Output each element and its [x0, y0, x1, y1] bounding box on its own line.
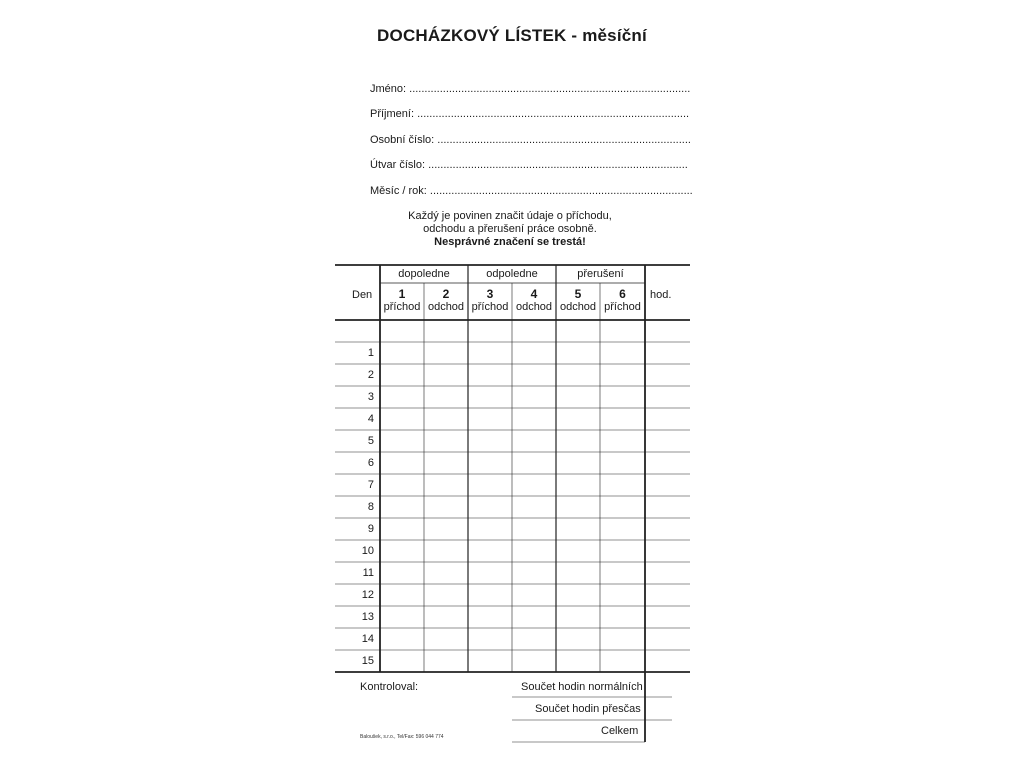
day-number: 9	[367, 523, 374, 535]
day-number: 10	[361, 545, 374, 557]
column-number: 2	[442, 287, 450, 301]
total-label: Celkem	[601, 725, 639, 737]
normal-hours-label: Součet hodin normálních	[521, 681, 643, 693]
day-number: 3	[367, 391, 374, 403]
column-label: příchod	[471, 301, 509, 313]
day-number: 6	[367, 457, 374, 469]
day-number: 15	[361, 655, 374, 667]
hod-header: hod.	[650, 289, 672, 301]
day-number: 11	[362, 567, 374, 579]
field-label: Osobní číslo:	[370, 134, 435, 146]
field-dots: ............................................................................................	[409, 83, 691, 95]
day-number: 13	[361, 611, 374, 623]
field-dots: ......................................................................................	[429, 185, 693, 197]
column-label: odchod	[515, 301, 553, 313]
day-number: 7	[367, 479, 374, 491]
field-dots: .....................................................................................	[428, 159, 688, 171]
column-number: 6	[619, 287, 626, 301]
field-label: Jméno:	[370, 83, 407, 95]
day-number: 4	[367, 413, 374, 425]
notice-warning: Nesprávné značení se trestá!	[434, 236, 586, 248]
form-title: DOCHÁZKOVÝ LÍSTEK - měsíční	[377, 26, 647, 45]
field-label: Útvar číslo:	[370, 159, 426, 171]
column-label: příchod	[604, 301, 641, 313]
day-number: 14	[361, 633, 374, 645]
column-number: 4	[530, 287, 538, 301]
group-preruseni: přerušení	[577, 268, 624, 280]
field-label: Měsíc / rok:	[370, 185, 427, 197]
column-label: příchod	[383, 301, 421, 313]
field-dots: ...................................................................................	[437, 134, 691, 146]
publisher-imprint: Baloušek, s.r.o., Tel/Fax: 596 044 774	[360, 734, 444, 740]
overtime-hours-label: Součet hodin přesčas	[535, 703, 641, 715]
column-label: odchod	[559, 301, 597, 313]
day-number: 1	[367, 347, 374, 359]
day-number: 8	[367, 501, 374, 513]
column-header-6	[600, 287, 645, 313]
column-header-1	[380, 287, 424, 313]
field-dots: .........................................................................................	[417, 108, 690, 120]
day-number: 12	[361, 589, 374, 601]
column-number: 5	[574, 287, 582, 301]
column-header-2	[424, 287, 468, 313]
column-header-4	[512, 287, 556, 313]
column-label: odchod	[427, 301, 465, 313]
kontroloval-label: Kontroloval:	[360, 681, 419, 693]
day-number: 5	[367, 435, 374, 447]
den-header: Den	[352, 289, 373, 301]
group-odpoledne: odpoledne	[486, 268, 538, 280]
notice-line-2: odchodu a přerušení práce osobně.	[423, 223, 597, 235]
column-number: 1	[398, 287, 406, 301]
notice-line-1: Každý je povinen značit údaje o příchodu,	[408, 210, 612, 222]
column-header-3	[468, 287, 512, 313]
group-dopoledne: dopoledne	[398, 268, 450, 280]
day-number: 2	[367, 369, 374, 381]
column-number: 3	[486, 287, 494, 301]
column-header-5	[556, 287, 600, 313]
field-label: Příjmení:	[370, 108, 415, 120]
